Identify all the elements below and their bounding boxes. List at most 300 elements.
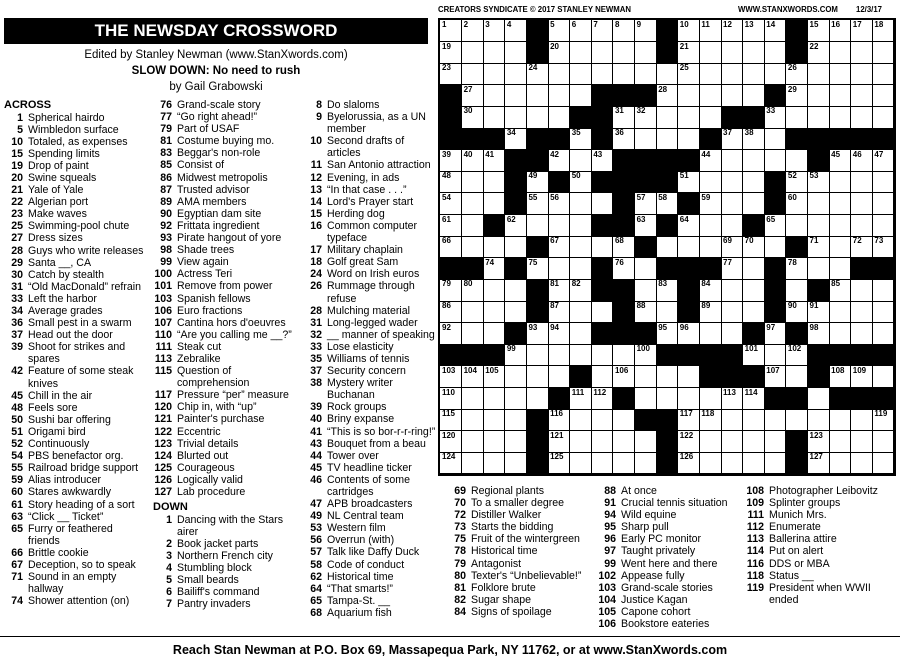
grid-cell[interactable] (699, 388, 721, 410)
grid-cell[interactable] (699, 171, 721, 193)
clue-item[interactable] (303, 438, 437, 450)
grid-cell[interactable] (440, 323, 462, 345)
grid-cell[interactable] (743, 128, 765, 150)
clue-item[interactable] (4, 208, 146, 220)
clue-item[interactable] (447, 570, 597, 582)
grid-cell[interactable] (808, 388, 830, 410)
clue-item[interactable] (447, 594, 597, 606)
grid-cell[interactable] (743, 236, 765, 258)
grid-cell[interactable] (699, 431, 721, 453)
grid-cell[interactable] (483, 20, 505, 42)
clue-item[interactable] (303, 280, 437, 304)
grid-cell[interactable] (721, 42, 743, 64)
grid-cell[interactable] (570, 431, 592, 453)
grid-cell[interactable] (743, 85, 765, 107)
grid-cell[interactable] (548, 344, 570, 366)
grid-cell[interactable] (699, 85, 721, 107)
grid-cell[interactable] (462, 366, 484, 388)
grid-cell[interactable] (483, 171, 505, 193)
grid-cell[interactable] (656, 323, 678, 345)
grid-cell[interactable] (808, 431, 830, 453)
clue-item[interactable] (597, 558, 745, 570)
grid-cell[interactable] (548, 452, 570, 474)
grid-cell[interactable] (872, 193, 894, 215)
grid-cell[interactable] (721, 20, 743, 42)
clue-item[interactable] (303, 546, 437, 558)
grid-cell[interactable] (808, 215, 830, 237)
clue-item[interactable] (153, 159, 301, 171)
clue-item[interactable] (303, 172, 437, 184)
grid-cell[interactable] (505, 20, 527, 42)
clue-item[interactable] (303, 159, 437, 171)
grid-cell[interactable] (808, 258, 830, 280)
grid-cell[interactable] (851, 431, 873, 453)
clue-item[interactable] (153, 256, 301, 268)
grid-cell[interactable] (548, 20, 570, 42)
grid-cell[interactable] (678, 20, 700, 42)
clue-item[interactable] (597, 606, 745, 618)
clue-item[interactable] (303, 462, 437, 474)
grid-cell[interactable] (808, 85, 830, 107)
grid-cell[interactable] (764, 20, 786, 42)
grid-cell[interactable] (591, 409, 613, 431)
grid-cell[interactable] (851, 279, 873, 301)
grid-cell[interactable] (483, 409, 505, 431)
clue-item[interactable] (745, 558, 895, 570)
grid-cell[interactable] (635, 63, 657, 85)
grid-cell[interactable] (505, 106, 527, 128)
clue-item[interactable] (447, 558, 597, 570)
clue-item[interactable] (4, 511, 146, 523)
grid-cell[interactable] (699, 42, 721, 64)
clue-item[interactable] (303, 474, 437, 498)
grid-cell[interactable] (743, 171, 765, 193)
grid-cell[interactable] (764, 431, 786, 453)
grid-cell[interactable] (635, 106, 657, 128)
grid-cell[interactable] (786, 215, 808, 237)
grid-cell[interactable] (656, 106, 678, 128)
clue-item[interactable] (153, 184, 301, 196)
grid-cell[interactable] (505, 128, 527, 150)
grid-cell[interactable] (743, 301, 765, 323)
grid-cell[interactable] (851, 63, 873, 85)
clue-item[interactable] (597, 582, 745, 594)
clue-item[interactable] (303, 268, 437, 280)
clue-item[interactable] (303, 510, 437, 522)
clue-item[interactable] (597, 570, 745, 582)
grid-cell[interactable] (440, 388, 462, 410)
grid-cell[interactable] (570, 279, 592, 301)
grid-cell[interactable] (483, 323, 505, 345)
grid-cell[interactable] (462, 409, 484, 431)
grid-cell[interactable] (635, 344, 657, 366)
grid-cell[interactable] (505, 279, 527, 301)
clue-item[interactable] (153, 244, 301, 256)
grid-cell[interactable] (743, 431, 765, 453)
grid-cell[interactable] (440, 301, 462, 323)
clue-item[interactable] (4, 257, 146, 269)
grid-cell[interactable] (764, 215, 786, 237)
clue-item[interactable] (303, 595, 437, 607)
grid-cell[interactable] (786, 366, 808, 388)
grid-cell[interactable] (743, 63, 765, 85)
grid-cell[interactable] (613, 63, 635, 85)
grid-cell[interactable] (786, 63, 808, 85)
grid-cell[interactable] (635, 301, 657, 323)
clue-item[interactable] (4, 305, 146, 317)
grid-cell[interactable] (872, 106, 894, 128)
grid-cell[interactable] (851, 323, 873, 345)
clue-item[interactable] (447, 545, 597, 557)
grid-cell[interactable] (678, 452, 700, 474)
clue-item[interactable] (303, 135, 437, 159)
grid-cell[interactable] (721, 85, 743, 107)
grid-cell[interactable] (829, 279, 851, 301)
grid-cell[interactable] (872, 236, 894, 258)
clue-item[interactable] (153, 486, 301, 498)
clue-item[interactable] (4, 402, 146, 414)
clue-item[interactable] (447, 497, 597, 509)
clue-item[interactable] (597, 509, 745, 521)
grid-cell[interactable] (764, 106, 786, 128)
clue-item[interactable] (153, 123, 301, 135)
grid-cell[interactable] (548, 85, 570, 107)
clue-item[interactable] (303, 208, 437, 220)
grid-cell[interactable] (872, 431, 894, 453)
grid-cell[interactable] (483, 258, 505, 280)
clue-item[interactable] (153, 220, 301, 232)
clue-item[interactable] (303, 607, 437, 619)
grid-cell[interactable] (483, 193, 505, 215)
grid-cell[interactable] (613, 258, 635, 280)
grid-cell[interactable] (678, 388, 700, 410)
clue-item[interactable] (4, 184, 146, 196)
clue-item[interactable] (153, 586, 301, 598)
clue-item[interactable] (153, 293, 301, 305)
clue-item[interactable] (745, 582, 895, 606)
grid-cell[interactable] (764, 128, 786, 150)
grid-cell[interactable] (635, 452, 657, 474)
grid-cell[interactable] (872, 452, 894, 474)
grid-cell[interactable] (570, 85, 592, 107)
grid-cell[interactable] (872, 279, 894, 301)
clue-item[interactable] (303, 450, 437, 462)
clue-item[interactable] (303, 353, 437, 365)
clue-item[interactable] (303, 401, 437, 413)
grid-cell[interactable] (721, 409, 743, 431)
clue-item[interactable] (153, 401, 301, 413)
grid-cell[interactable] (786, 344, 808, 366)
grid-cell[interactable] (699, 106, 721, 128)
grid-cell[interactable] (656, 301, 678, 323)
clue-item[interactable] (153, 598, 301, 610)
grid-cell[interactable] (462, 236, 484, 258)
clue-item[interactable] (4, 329, 146, 341)
grid-cell[interactable] (548, 236, 570, 258)
grid-cell[interactable] (613, 452, 635, 474)
grid-cell[interactable] (764, 452, 786, 474)
clue-item[interactable] (153, 99, 301, 111)
grid-cell[interactable] (851, 171, 873, 193)
clue-item[interactable] (153, 268, 301, 280)
clue-item[interactable] (153, 280, 301, 292)
grid-cell[interactable] (483, 388, 505, 410)
clue-item[interactable] (745, 570, 895, 582)
grid-cell[interactable] (591, 344, 613, 366)
grid-cell[interactable] (872, 301, 894, 323)
grid-cell[interactable] (591, 301, 613, 323)
clue-item[interactable] (153, 474, 301, 486)
clue-item[interactable] (153, 232, 301, 244)
clue-item[interactable] (4, 172, 146, 184)
grid-cell[interactable] (526, 215, 548, 237)
grid-cell[interactable] (440, 42, 462, 64)
grid-cell[interactable] (764, 409, 786, 431)
grid-cell[interactable] (635, 258, 657, 280)
grid-cell[interactable] (548, 215, 570, 237)
clue-item[interactable] (153, 317, 301, 329)
clue-item[interactable] (303, 365, 437, 377)
grid-cell[interactable] (548, 42, 570, 64)
grid-cell[interactable] (699, 20, 721, 42)
clue-item[interactable] (153, 172, 301, 184)
clue-item[interactable] (303, 111, 437, 135)
grid-cell[interactable] (808, 63, 830, 85)
grid-cell[interactable] (462, 431, 484, 453)
clue-item[interactable] (597, 485, 745, 497)
grid-cell[interactable] (764, 323, 786, 345)
clue-item[interactable] (447, 521, 597, 533)
grid-cell[interactable] (678, 106, 700, 128)
grid-cell[interactable] (829, 452, 851, 474)
grid-cell[interactable] (613, 366, 635, 388)
grid-cell[interactable] (699, 323, 721, 345)
grid-cell[interactable] (743, 258, 765, 280)
clue-item[interactable] (153, 365, 301, 389)
grid-cell[interactable] (462, 63, 484, 85)
clue-item[interactable] (4, 148, 146, 160)
grid-cell[interactable] (505, 409, 527, 431)
grid-cell[interactable] (548, 366, 570, 388)
grid-cell[interactable] (462, 193, 484, 215)
grid-cell[interactable] (656, 63, 678, 85)
grid-cell[interactable] (699, 63, 721, 85)
grid-cell[interactable] (570, 301, 592, 323)
clue-item[interactable] (153, 135, 301, 147)
grid-cell[interactable] (808, 301, 830, 323)
grid-cell[interactable] (505, 452, 527, 474)
grid-cell[interactable] (483, 63, 505, 85)
grid-cell[interactable] (505, 301, 527, 323)
grid-cell[interactable] (570, 20, 592, 42)
grid-cell[interactable] (440, 150, 462, 172)
grid-cell[interactable] (699, 236, 721, 258)
clue-item[interactable] (153, 147, 301, 159)
clue-item[interactable] (4, 365, 146, 389)
grid-cell[interactable] (656, 128, 678, 150)
grid-cell[interactable] (613, 42, 635, 64)
clue-item[interactable] (4, 245, 146, 257)
grid-cell[interactable] (786, 106, 808, 128)
grid-cell[interactable] (505, 85, 527, 107)
grid-cell[interactable] (526, 63, 548, 85)
grid-cell[interactable] (505, 366, 527, 388)
grid-cell[interactable] (591, 236, 613, 258)
grid-cell[interactable] (851, 301, 873, 323)
clue-item[interactable] (303, 583, 437, 595)
grid-cell[interactable] (786, 279, 808, 301)
grid-cell[interactable] (808, 452, 830, 474)
clue-item[interactable] (4, 112, 146, 124)
grid-cell[interactable] (829, 236, 851, 258)
grid-cell[interactable] (829, 150, 851, 172)
clue-item[interactable] (303, 341, 437, 353)
clue-item[interactable] (303, 220, 437, 244)
grid-cell[interactable] (829, 215, 851, 237)
grid-cell[interactable] (635, 279, 657, 301)
grid-cell[interactable] (721, 431, 743, 453)
grid-cell[interactable] (548, 106, 570, 128)
grid-cell[interactable] (851, 150, 873, 172)
clue-item[interactable] (447, 485, 597, 497)
grid-cell[interactable] (548, 63, 570, 85)
grid-cell[interactable] (786, 171, 808, 193)
grid-cell[interactable] (548, 193, 570, 215)
grid-cell[interactable] (591, 366, 613, 388)
grid-cell[interactable] (721, 171, 743, 193)
grid-cell[interactable] (462, 323, 484, 345)
grid-cell[interactable] (570, 193, 592, 215)
grid-cell[interactable] (678, 128, 700, 150)
grid-cell[interactable] (505, 388, 527, 410)
grid-cell[interactable] (526, 344, 548, 366)
grid-cell[interactable] (505, 344, 527, 366)
grid-cell[interactable] (613, 236, 635, 258)
grid-cell[interactable] (635, 128, 657, 150)
grid-cell[interactable] (591, 388, 613, 410)
grid-cell[interactable] (548, 409, 570, 431)
grid-cell[interactable] (440, 366, 462, 388)
grid-cell[interactable] (570, 236, 592, 258)
grid-cell[interactable] (851, 193, 873, 215)
grid-cell[interactable] (526, 171, 548, 193)
grid-cell[interactable] (483, 42, 505, 64)
clue-item[interactable] (153, 111, 301, 123)
clue-item[interactable] (4, 317, 146, 329)
grid-cell[interactable] (743, 409, 765, 431)
clue-item[interactable] (4, 160, 146, 172)
clue-item[interactable] (4, 341, 146, 365)
grid-cell[interactable] (829, 63, 851, 85)
clue-item[interactable] (447, 582, 597, 594)
grid-cell[interactable] (721, 236, 743, 258)
grid-cell[interactable] (483, 431, 505, 453)
grid-cell[interactable] (591, 431, 613, 453)
clue-item[interactable] (153, 389, 301, 401)
grid-cell[interactable] (570, 258, 592, 280)
clue-item[interactable] (745, 485, 895, 497)
grid-cell[interactable] (591, 42, 613, 64)
grid-cell[interactable] (591, 63, 613, 85)
grid-cell[interactable] (591, 193, 613, 215)
grid-cell[interactable] (829, 193, 851, 215)
grid-cell[interactable] (829, 409, 851, 431)
grid-cell[interactable] (591, 452, 613, 474)
clue-item[interactable] (153, 208, 301, 220)
clue-item[interactable] (4, 462, 146, 474)
grid-cell[interactable] (505, 236, 527, 258)
grid-cell[interactable] (505, 215, 527, 237)
grid-cell[interactable] (851, 85, 873, 107)
clue-item[interactable] (4, 499, 146, 511)
grid-cell[interactable] (721, 150, 743, 172)
grid-cell[interactable] (548, 150, 570, 172)
grid-cell[interactable] (570, 215, 592, 237)
grid-cell[interactable] (699, 301, 721, 323)
clue-item[interactable] (4, 426, 146, 438)
grid-cell[interactable] (613, 431, 635, 453)
grid-cell[interactable] (872, 323, 894, 345)
grid-cell[interactable] (786, 150, 808, 172)
grid-cell[interactable] (462, 388, 484, 410)
grid-cell[interactable] (872, 150, 894, 172)
grid-cell[interactable] (678, 236, 700, 258)
grid-cell[interactable] (721, 215, 743, 237)
grid-cell[interactable] (808, 42, 830, 64)
grid-cell[interactable] (786, 409, 808, 431)
grid-cell[interactable] (440, 431, 462, 453)
grid-cell[interactable] (483, 452, 505, 474)
grid-cell[interactable] (656, 236, 678, 258)
grid-cell[interactable] (721, 128, 743, 150)
grid-cell[interactable] (786, 258, 808, 280)
grid-cell[interactable] (440, 171, 462, 193)
grid-cell[interactable] (829, 258, 851, 280)
clue-item[interactable] (303, 99, 437, 111)
clue-item[interactable] (4, 595, 146, 607)
grid-cell[interactable] (505, 42, 527, 64)
grid-cell[interactable] (743, 20, 765, 42)
grid-cell[interactable] (635, 431, 657, 453)
grid-cell[interactable] (570, 323, 592, 345)
grid-cell[interactable] (678, 366, 700, 388)
grid-cell[interactable] (829, 171, 851, 193)
grid-cell[interactable] (872, 85, 894, 107)
grid-cell[interactable] (743, 193, 765, 215)
clue-item[interactable] (153, 426, 301, 438)
grid-cell[interactable] (548, 431, 570, 453)
grid-cell[interactable] (462, 279, 484, 301)
grid-cell[interactable] (829, 106, 851, 128)
grid-cell[interactable] (526, 193, 548, 215)
grid-cell[interactable] (872, 63, 894, 85)
grid-cell[interactable] (526, 258, 548, 280)
grid-cell[interactable] (743, 150, 765, 172)
grid-cell[interactable] (462, 150, 484, 172)
grid-cell[interactable] (851, 452, 873, 474)
grid-cell[interactable] (808, 20, 830, 42)
grid-cell[interactable] (699, 409, 721, 431)
grid-cell[interactable] (829, 301, 851, 323)
grid-cell[interactable] (808, 193, 830, 215)
clue-item[interactable] (4, 390, 146, 402)
grid-cell[interactable] (570, 409, 592, 431)
grid-cell[interactable] (829, 366, 851, 388)
clue-item[interactable] (4, 523, 146, 547)
grid-cell[interactable] (764, 63, 786, 85)
clue-item[interactable] (153, 438, 301, 450)
grid-cell[interactable] (743, 42, 765, 64)
